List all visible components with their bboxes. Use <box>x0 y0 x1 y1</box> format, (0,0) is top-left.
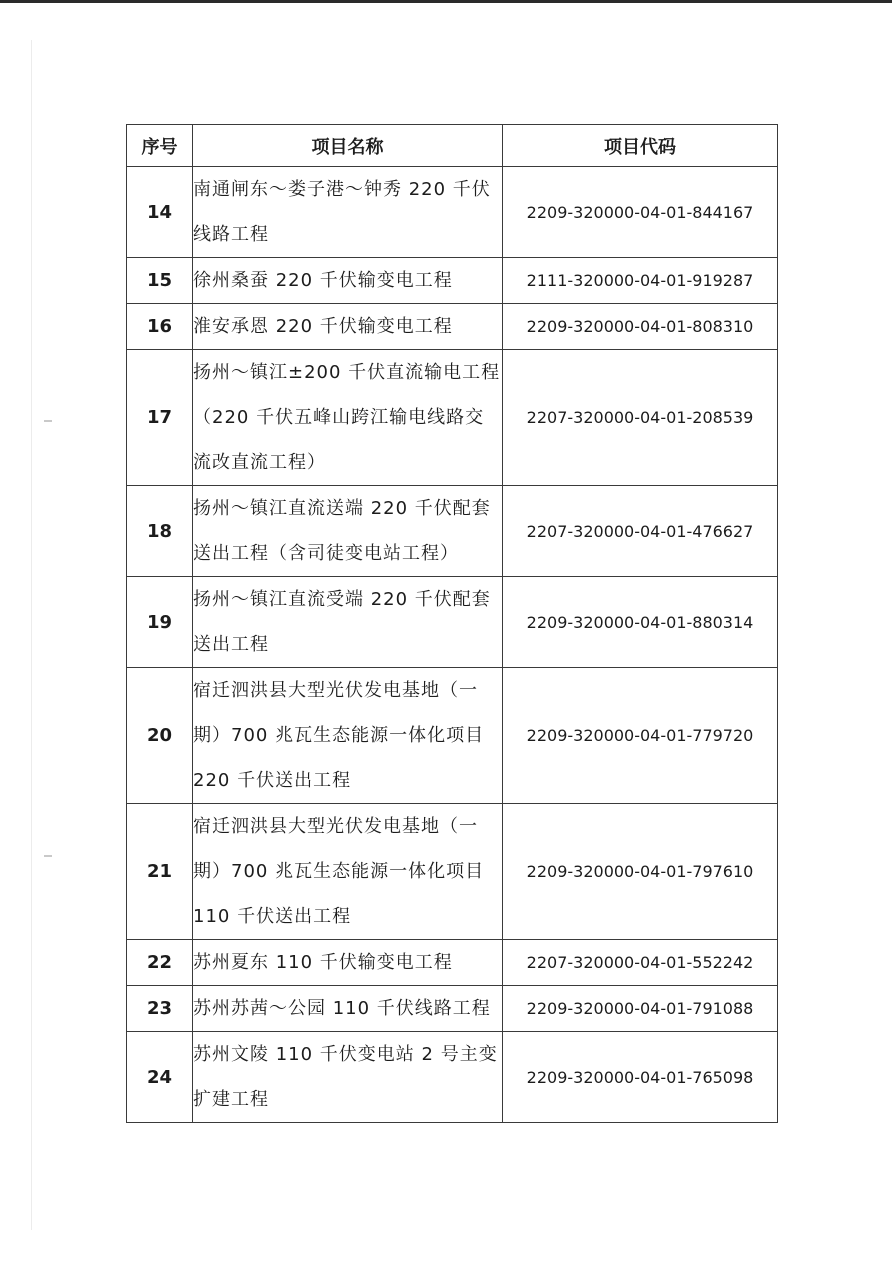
row-code: 2209-320000-04-01-779720 <box>503 668 778 804</box>
row-code: 2207-320000-04-01-476627 <box>503 486 778 577</box>
row-code: 2209-320000-04-01-808310 <box>503 304 778 350</box>
row-index: 17 <box>127 350 193 486</box>
row-name-text: 苏州苏茜～公园 110 千伏线路工程 <box>193 998 491 1019</box>
row-name-text: 扬州～镇江直流送端 220 千伏配套送出工程（含司徒变电站工程） <box>193 498 491 564</box>
row-code: 2111-320000-04-01-919287 <box>503 258 778 304</box>
row-index: 18 <box>127 486 193 577</box>
row-name <box>193 350 503 486</box>
row-name <box>193 986 503 1032</box>
row-name <box>193 258 503 304</box>
table-row <box>127 258 778 304</box>
header-code: 项目代码 <box>503 125 778 167</box>
row-name-text: 淮安承恩 220 千伏输变电工程 <box>193 316 453 337</box>
row-name <box>193 577 503 668</box>
row-name <box>193 1032 503 1123</box>
row-name-text: 徐州桑蚕 220 千伏输变电工程 <box>193 270 453 291</box>
table-row <box>127 668 778 804</box>
header-name: 项目名称 <box>193 125 503 167</box>
table-row <box>127 804 778 940</box>
row-name <box>193 804 503 940</box>
row-index: 21 <box>127 804 193 940</box>
row-code: 2209-320000-04-01-797610 <box>503 804 778 940</box>
row-name-text: 扬州～镇江直流受端 220 千伏配套送出工程 <box>193 589 491 655</box>
row-code: 2209-320000-04-01-844167 <box>503 167 778 258</box>
scan-artifact <box>44 420 52 422</box>
row-index: 24 <box>127 1032 193 1123</box>
row-code: 2209-320000-04-01-765098 <box>503 1032 778 1123</box>
row-code: 2209-320000-04-01-791088 <box>503 986 778 1032</box>
table-row <box>127 486 778 577</box>
row-index: 20 <box>127 668 193 804</box>
table-header-row <box>127 125 778 167</box>
scan-left-line <box>31 40 32 1230</box>
row-index: 16 <box>127 304 193 350</box>
row-code: 2207-320000-04-01-552242 <box>503 940 778 986</box>
row-name <box>193 486 503 577</box>
scan-top-border <box>0 0 892 3</box>
row-index: 19 <box>127 577 193 668</box>
row-name-text: 苏州夏东 110 千伏输变电工程 <box>193 952 453 973</box>
row-name <box>193 304 503 350</box>
row-name-text: 苏州文陵 110 千伏变电站 2 号主变扩建工程 <box>193 1044 498 1110</box>
table-row <box>127 1032 778 1123</box>
row-code: 2209-320000-04-01-880314 <box>503 577 778 668</box>
project-table <box>126 124 778 1123</box>
row-index: 15 <box>127 258 193 304</box>
row-name-text: 扬州～镇江±200 千伏直流输电工程（220 千伏五峰山跨江输电线路交流改直流工程） <box>193 362 501 473</box>
row-index: 14 <box>127 167 193 258</box>
table-row <box>127 986 778 1032</box>
table-row <box>127 577 778 668</box>
header-index: 序号 <box>127 125 193 167</box>
row-name <box>193 167 503 258</box>
row-name-text: 宿迁泗洪县大型光伏发电基地（一期）700 兆瓦生态能源一体化项目 220 千伏送出工程 <box>193 680 485 791</box>
row-name-text: 宿迁泗洪县大型光伏发电基地（一期）700 兆瓦生态能源一体化项目 110 千伏送出工程 <box>193 816 485 927</box>
row-name-text: 南通闸东～娄子港～钟秀 220 千伏线路工程 <box>193 179 491 245</box>
row-name <box>193 940 503 986</box>
row-name <box>193 668 503 804</box>
row-index: 22 <box>127 940 193 986</box>
table-row <box>127 940 778 986</box>
table-row <box>127 350 778 486</box>
table-row <box>127 167 778 258</box>
row-code: 2207-320000-04-01-208539 <box>503 350 778 486</box>
table-row <box>127 304 778 350</box>
row-index: 23 <box>127 986 193 1032</box>
scan-artifact <box>44 855 52 857</box>
